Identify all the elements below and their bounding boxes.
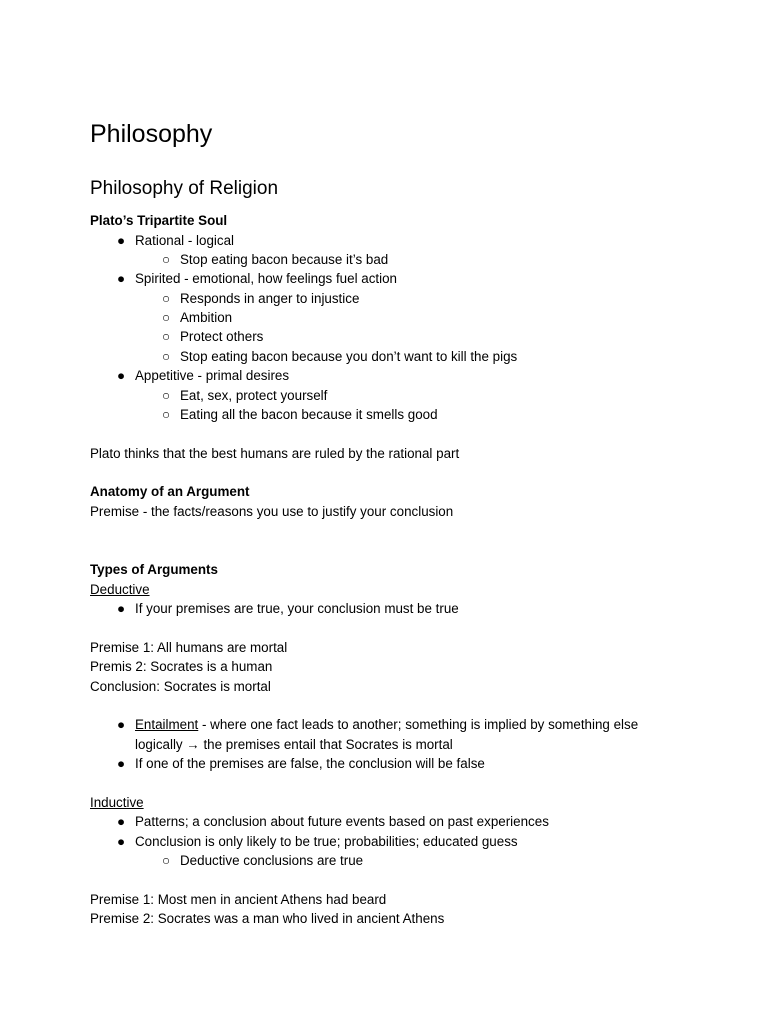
types-heading: Types of Arguments [90,562,218,577]
inductive-label: Inductive [90,795,144,810]
list-item [116,599,459,619]
list-item-text: Appetitive - primal desires [135,368,290,383]
deductive-label: Deductive [90,582,150,597]
list-item [161,308,233,328]
list-item-text: Ambition [180,310,233,325]
list-item-text: Eating all the bacon because it smells good [180,407,438,422]
list-item [161,851,364,871]
list-item [116,754,485,774]
section-title: Philosophy of Religion [90,178,279,199]
sub-bullet-icon: ○ [161,252,171,267]
list-item-text: Protect others [180,329,264,344]
list-item-text: Eat, sex, protect yourself [180,388,328,403]
list-item-continuation [135,735,453,755]
list-item [116,812,549,832]
list-item [161,347,518,367]
list-item [161,405,438,425]
list-item-text: Rational - logical [135,233,234,248]
list-item-text: Stop eating bacon because you don’t want to kill the pigs [180,349,518,364]
bullet-icon: ● [116,814,126,829]
list-item [161,289,360,309]
list-item-text: Stop eating bacon because it’s bad [180,252,389,267]
sub-bullet-icon: ○ [161,349,171,364]
example-line: Premise 2: Socrates was a man who lived in ancient Athens [90,911,445,926]
list-item-text: Patterns; a conclusion about future events based on past experiences [135,814,549,829]
list-item [161,250,389,270]
list-item [161,386,328,406]
entailment-term: Entailment [135,717,199,732]
list-item [116,269,398,289]
list-item-text: Spirited - emotional, how feelings fuel action [135,271,398,286]
bullet-icon: ● [116,271,126,286]
bullet-icon: ● [116,756,126,771]
bullet-icon: ● [116,368,126,383]
premise-definition: Premise - the facts/reasons you use to justify your conclusion [90,504,454,519]
example-line: Conclusion: Socrates is mortal [90,679,271,694]
list-item [116,715,639,735]
sub-bullet-icon: ○ [161,329,171,344]
list-item-text: logically → the premises entail that Socrates is mortal [135,737,453,752]
anatomy-heading: Anatomy of an Argument [90,484,250,499]
list-item [116,832,518,852]
bullet-icon: ● [116,717,126,732]
sub-bullet-icon: ○ [161,291,171,306]
soul-heading: Plato’s Tripartite Soul [90,213,228,228]
list-item [161,327,264,347]
list-item-text: Responds in anger to injustice [180,291,360,306]
example-line: Premis 2: Socrates is a human [90,659,273,674]
list-item-text: If your premises are true, your conclusion must be true [135,601,459,616]
sub-bullet-icon: ○ [161,407,171,422]
list-item [116,231,234,251]
sub-bullet-icon: ○ [161,853,171,868]
list-item-text: If one of the premises are false, the conclusion will be false [135,756,485,771]
document-title: Philosophy [90,120,213,148]
example-line: Premise 1: All humans are mortal [90,640,288,655]
entailment-definition: - where one fact leads to another; something is implied by something else [198,717,639,732]
bullet-icon: ● [116,601,126,616]
bullet-icon: ● [116,233,126,248]
sub-bullet-icon: ○ [161,310,171,325]
bullet-icon: ● [116,834,126,849]
list-item [116,366,290,386]
list-item-text: Deductive conclusions are true [180,853,364,868]
sub-bullet-icon: ○ [161,388,171,403]
example-line: Premise 1: Most men in ancient Athens had beard [90,892,387,907]
list-item-text: Conclusion is only likely to be true; probabilities; educated guess [135,834,518,849]
plato-note: Plato thinks that the best humans are ruled by the rational part [90,446,460,461]
